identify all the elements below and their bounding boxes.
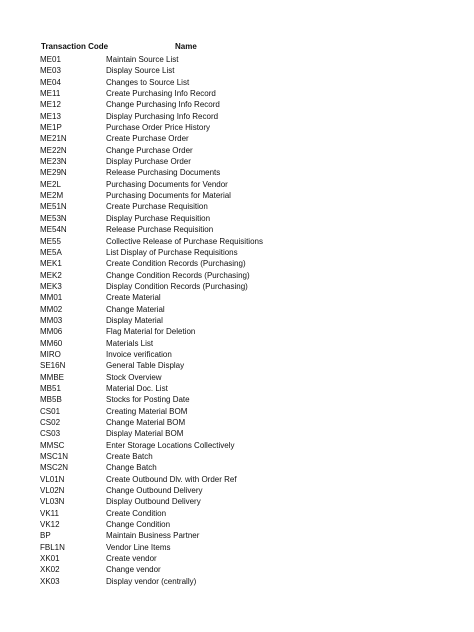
table-row <box>0 179 474 190</box>
transaction-name-cell: Create Condition Records (Purchasing) <box>106 259 246 269</box>
transaction-code-cell: ME1P <box>40 123 62 133</box>
transaction-code-cell: CS01 <box>40 406 61 416</box>
table-row <box>0 372 474 383</box>
table-row <box>0 338 474 349</box>
transaction-code-cell: ME2L <box>40 179 61 189</box>
table-row <box>0 145 474 156</box>
transaction-name-cell: General Table Display <box>106 361 185 371</box>
transaction-name-cell: Collective Release of Purchase Requisitions <box>106 236 263 246</box>
transaction-name-cell: Stock Overview <box>106 372 162 382</box>
table-row <box>0 530 474 541</box>
table-row <box>0 133 474 144</box>
transaction-code-cell: VL02N <box>40 486 65 496</box>
table-row <box>0 326 474 337</box>
transaction-code-cell: ME5A <box>40 247 62 257</box>
transaction-name-cell: Invoice verification <box>106 349 172 359</box>
transaction-code-cell: ME04 <box>40 77 61 87</box>
transaction-code-cell: ME55 <box>40 236 61 246</box>
transaction-code-cell: MM06 <box>40 327 63 337</box>
transaction-name-cell: Vendor Line Items <box>106 542 171 552</box>
transaction-name-cell: Create Purchasing Info Record <box>106 89 216 99</box>
table-row <box>0 292 474 303</box>
transaction-name-cell: Change Batch <box>106 463 157 473</box>
transaction-name-cell: Create Material <box>106 293 161 303</box>
transaction-name-cell: Display Outbound Delivery <box>106 497 201 507</box>
transaction-name-cell: Display Source List <box>106 66 175 76</box>
transaction-name-cell: Materials List <box>106 338 154 348</box>
transaction-code-cell: ME54N <box>40 225 67 235</box>
transaction-code-cell: VK11 <box>40 508 59 518</box>
table-row <box>0 417 474 428</box>
transaction-name-cell: Display Purchase Requisition <box>106 213 211 223</box>
transaction-name-cell: Purchase Order Price History <box>106 123 211 133</box>
transaction-name-cell: Display Purchasing Info Record <box>106 111 219 121</box>
table-row <box>0 88 474 99</box>
transaction-code-cell: MB5B <box>40 395 62 405</box>
transaction-code-cell: ME2M <box>40 191 64 201</box>
table-row <box>0 485 474 496</box>
table-row <box>0 394 474 405</box>
transaction-code-cell: ME51N <box>40 202 67 212</box>
transaction-code-cell: FBL1N <box>40 542 65 552</box>
transaction-name-cell: Change Outbound Delivery <box>106 486 203 496</box>
transaction-code-cell: ME13 <box>40 111 61 121</box>
transaction-code-cell: MSC2N <box>40 463 69 473</box>
transaction-code-cell: CS02 <box>40 418 61 427</box>
transaction-code-cell: ME22N <box>40 145 67 155</box>
table-row <box>0 349 474 360</box>
table-row <box>0 224 474 235</box>
table-row <box>0 65 474 76</box>
table-row <box>0 122 474 133</box>
transaction-name-cell: Release Purchasing Documents <box>106 168 221 178</box>
transaction-name-cell: Change vendor <box>106 565 161 575</box>
transaction-name-cell: Change Condition Records (Purchasing) <box>106 270 250 280</box>
transaction-code-cell: MM03 <box>40 315 63 325</box>
transaction-name-cell: Maintain Source List <box>106 55 179 64</box>
transaction-code-cell: MEK2 <box>40 270 62 280</box>
transaction-code-cell: VL03N <box>40 497 65 507</box>
table-row <box>0 360 474 371</box>
table-row <box>0 111 474 122</box>
transaction-code-cell: XK01 <box>40 554 60 564</box>
transaction-name-cell: Change Condition <box>106 520 171 530</box>
table-row <box>0 156 474 167</box>
transaction-code-cell: MB51 <box>40 383 61 393</box>
table-row <box>0 440 474 451</box>
table-row <box>0 270 474 281</box>
transaction-code-cell: VL01N <box>40 474 65 484</box>
table-row <box>0 281 474 292</box>
table-row <box>0 519 474 530</box>
table-row <box>0 167 474 178</box>
transaction-name-cell: Maintain Business Partner <box>106 531 200 541</box>
header-name: Name <box>175 42 197 51</box>
transaction-code-cell: MIRO <box>40 349 61 359</box>
table-row <box>0 474 474 485</box>
table-row <box>0 236 474 247</box>
table-row <box>0 77 474 88</box>
transaction-code-cell: VK12 <box>40 520 60 530</box>
table-row <box>0 496 474 507</box>
table-row <box>0 304 474 315</box>
transaction-code-cell: XK03 <box>40 576 60 586</box>
transaction-name-cell: Create Outbound Dlv. with Order Ref <box>106 474 237 484</box>
transaction-name-cell: Display vendor (centrally) <box>106 576 197 586</box>
transaction-code-cell: ME03 <box>40 66 61 76</box>
transaction-name-cell: Display Purchase Order <box>106 157 191 167</box>
transaction-name-cell: Change Purchase Order <box>106 145 193 155</box>
transaction-name-cell: Flag Material for Deletion <box>106 327 196 337</box>
transaction-code-cell: SE16N <box>40 361 66 371</box>
transaction-code-cell: MSC1N <box>40 452 69 462</box>
transaction-name-cell: Display Material <box>106 315 163 325</box>
transaction-name-cell: List Display of Purchase Requisitions <box>106 247 238 257</box>
transaction-code-cell: MMSC <box>40 440 65 450</box>
transaction-name-cell: Change Purchasing Info Record <box>106 100 220 110</box>
transaction-code-cell: MM02 <box>40 304 63 314</box>
table-row <box>0 190 474 201</box>
table-row <box>0 383 474 394</box>
transaction-name-cell: Create Purchase Requisition <box>106 202 208 212</box>
table-header <box>0 41 474 53</box>
table-row <box>0 576 474 587</box>
transaction-name-cell: Enter Storage Locations Collectively <box>106 440 235 450</box>
table-row <box>0 258 474 269</box>
transaction-name-cell: Display Material BOM <box>106 429 184 439</box>
transaction-name-cell: Change Material BOM <box>106 418 186 427</box>
table-row <box>0 462 474 473</box>
transaction-name-cell: Purchasing Documents for Vendor <box>106 179 228 189</box>
transaction-code-cell: ME01 <box>40 55 61 64</box>
table-row <box>0 213 474 224</box>
transaction-code-cell: ME29N <box>40 168 67 178</box>
transaction-code-cell: ME21N <box>40 134 67 144</box>
table-row <box>0 406 474 417</box>
transaction-name-cell: Display Condition Records (Purchasing) <box>106 281 248 291</box>
transaction-name-cell: Create Purchase Order <box>106 134 189 144</box>
transaction-name-cell: Create Condition <box>106 508 167 518</box>
transaction-name-cell: Changes to Source List <box>106 77 190 87</box>
transaction-name-cell: Creating Material BOM <box>106 406 188 416</box>
transaction-code-cell: BP <box>40 531 51 541</box>
transaction-code-cell: MEK1 <box>40 259 62 269</box>
transaction-code-cell: MM01 <box>40 293 63 303</box>
transaction-code-cell: MEK3 <box>40 281 62 291</box>
table-row <box>0 315 474 326</box>
transaction-code-cell: ME23N <box>40 157 67 167</box>
transaction-code-cell: XK02 <box>40 565 60 575</box>
table-row <box>0 428 474 439</box>
transaction-code-cell: MMBE <box>40 372 64 382</box>
transaction-code-cell: ME11 <box>40 89 61 99</box>
table-row <box>0 99 474 110</box>
table-row <box>0 508 474 519</box>
transaction-name-cell: Create Batch <box>106 452 153 462</box>
table-row <box>0 54 474 65</box>
transaction-code-cell: MM60 <box>40 338 63 348</box>
table-row <box>0 451 474 462</box>
table-row <box>0 553 474 564</box>
transaction-name-cell: Material Doc. List <box>106 383 168 393</box>
table-row <box>0 247 474 258</box>
table-row <box>0 564 474 575</box>
header-transaction-code: Transaction Code <box>41 42 109 51</box>
table-row <box>0 201 474 212</box>
transaction-name-cell: Change Material <box>106 304 165 314</box>
table-row <box>0 542 474 553</box>
transaction-code-cell: CS03 <box>40 429 61 439</box>
transaction-name-cell: Create vendor <box>106 554 157 564</box>
transaction-code-cell: ME12 <box>40 100 61 110</box>
table-body <box>0 54 474 587</box>
transaction-name-cell: Release Purchase Requisition <box>106 225 214 235</box>
transaction-code-cell: ME53N <box>40 213 67 223</box>
transaction-name-cell: Stocks for Posting Date <box>106 395 190 405</box>
transaction-name-cell: Purchasing Documents for Material <box>106 191 231 201</box>
